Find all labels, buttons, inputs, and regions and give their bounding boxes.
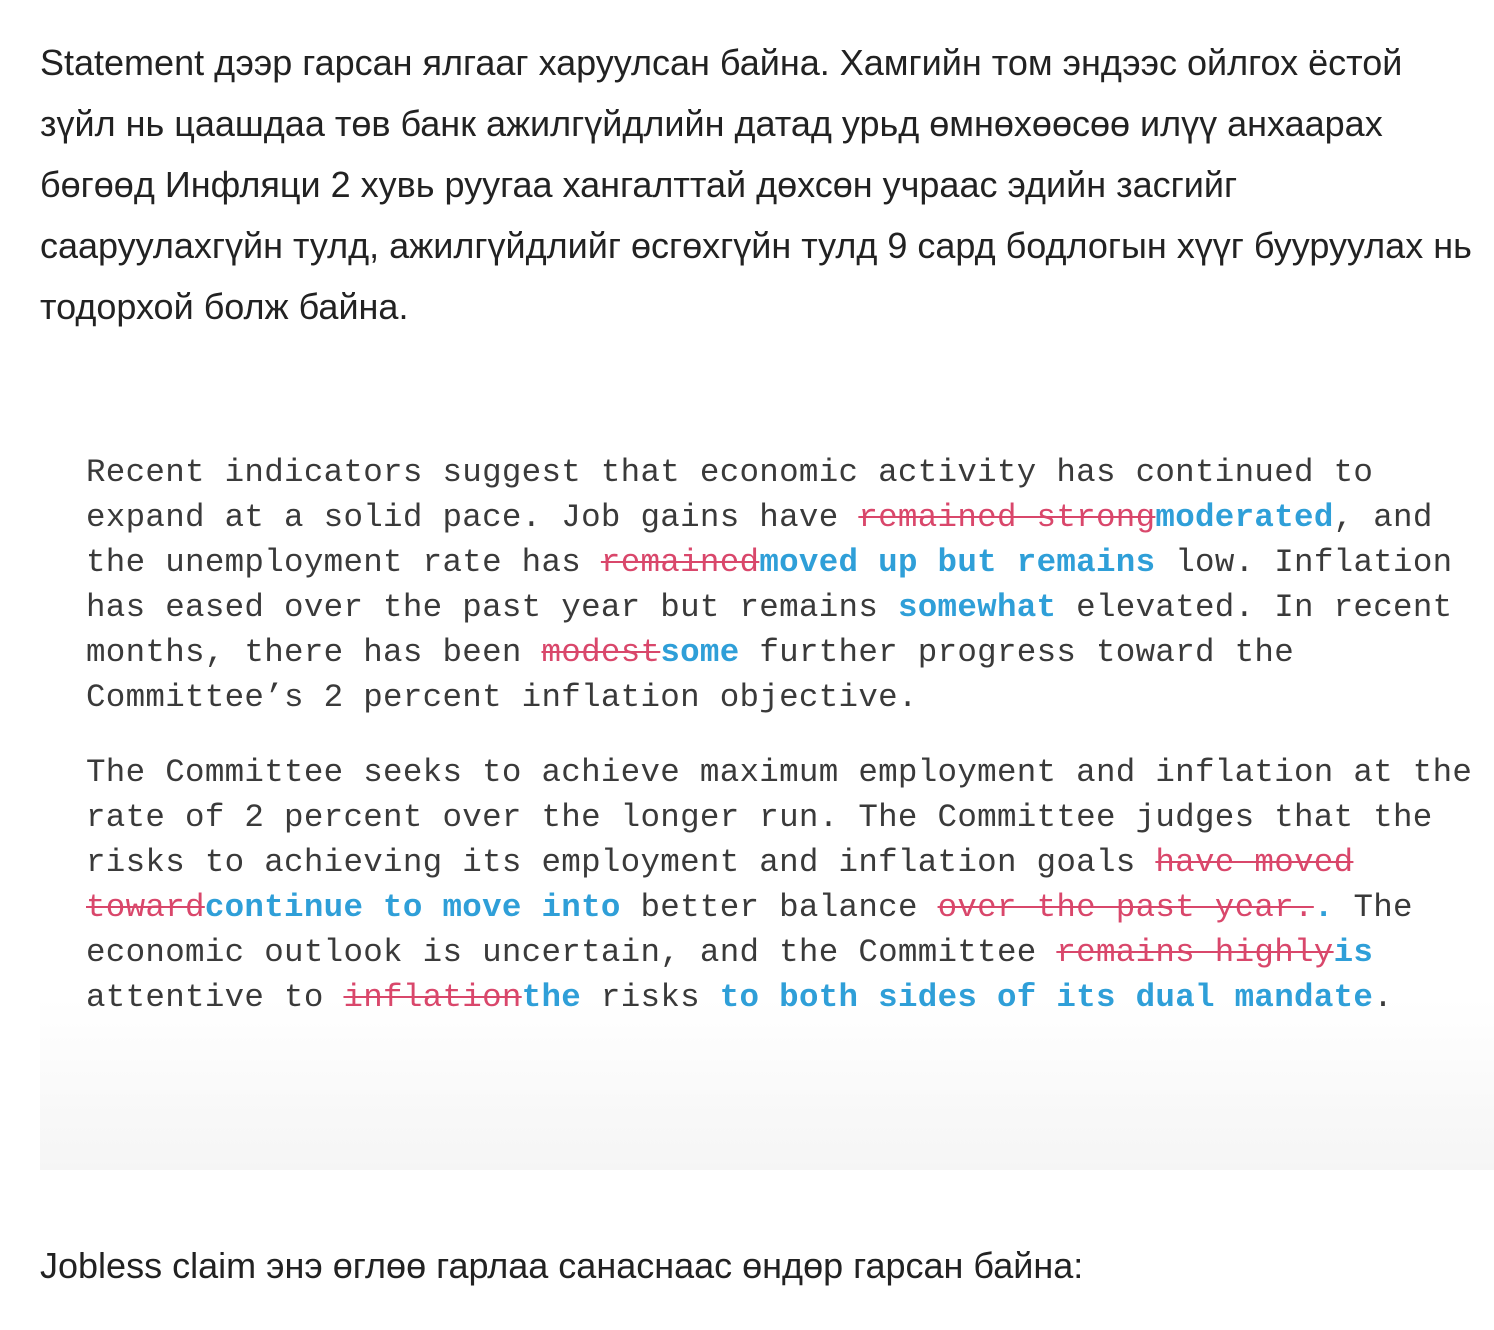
deleted-text: remains highly (1056, 934, 1334, 971)
inserted-text: is (1333, 934, 1374, 971)
unchanged-text: elevated. In recent months, there has been (86, 589, 1453, 671)
intro-paragraph: Statement дээр гарсан ялгааг харуулсан байна. Хамгийн том эндээс ойлгох ёстой зүйл нь цаашдаа төв банк ажилгүйдлийн датад урьд өмнөхөөсөө илүү анхаарах бөгөөд Инфляци 2 хувь руугаа хангалттай дөхсөн учраас эдийн засгийг сааруулахгүйн тулд, ажилгүйдлийг өсгөхгүйн тулд 9 сард бодлогын хүүг бууруулах нь тодорхой болж байна. (40, 42, 1472, 327)
statement-text (86, 450, 1486, 1020)
unchanged-text: further progress toward the Committee’s 2 percent inflation objective. (86, 634, 1295, 716)
unchanged-text: risks (581, 979, 720, 1016)
inserted-text: to both sides of its dual mandate (719, 979, 1374, 1016)
unchanged-text: Recent indicators suggest that economic activity has continued to expand at a solid pace. Job gains have (86, 454, 1374, 536)
inserted-text: moderated (1155, 499, 1334, 536)
deleted-text: inflation (343, 979, 522, 1016)
statement-paragraph-1 (86, 450, 1486, 720)
inserted-text: . (1313, 889, 1334, 926)
deleted-text: remained (600, 544, 760, 581)
unchanged-text: . (1373, 979, 1394, 1016)
deleted-text: modest (541, 634, 661, 671)
unchanged-text: The economic outlook is uncertain, and the Committee (86, 889, 1413, 971)
inserted-text: continue to move into (204, 889, 621, 926)
unchanged-text: , and the unemployment rate has (86, 499, 1433, 581)
unchanged-text: low. Inflation has eased over the past year but remains (86, 544, 1453, 626)
statement-paragraph-2 (86, 750, 1486, 1020)
unchanged-text: The Committee seeks to achieve maximum employment and inflation at the rate of 2 percent over the longer run. The Committee judges that the risks to achieving its employment and inflation goals (86, 754, 1473, 881)
inserted-text: moved up but remains (759, 544, 1156, 581)
unchanged-text: better balance (620, 889, 938, 926)
deleted-text: over the past year. (937, 889, 1314, 926)
unchanged-text: attentive to (86, 979, 344, 1016)
inserted-text: the (521, 979, 582, 1016)
outro-paragraph: Jobless claim энэ өглөө гарлаа санаснаас өндөр гарсан байна: (40, 1245, 1084, 1286)
fomc-statement-comparison-image (40, 390, 1494, 1170)
inserted-text: somewhat (897, 589, 1057, 626)
deleted-text: remained strong (858, 499, 1156, 536)
inserted-text: some (660, 634, 740, 671)
deleted-text: have moved toward (86, 844, 1354, 926)
